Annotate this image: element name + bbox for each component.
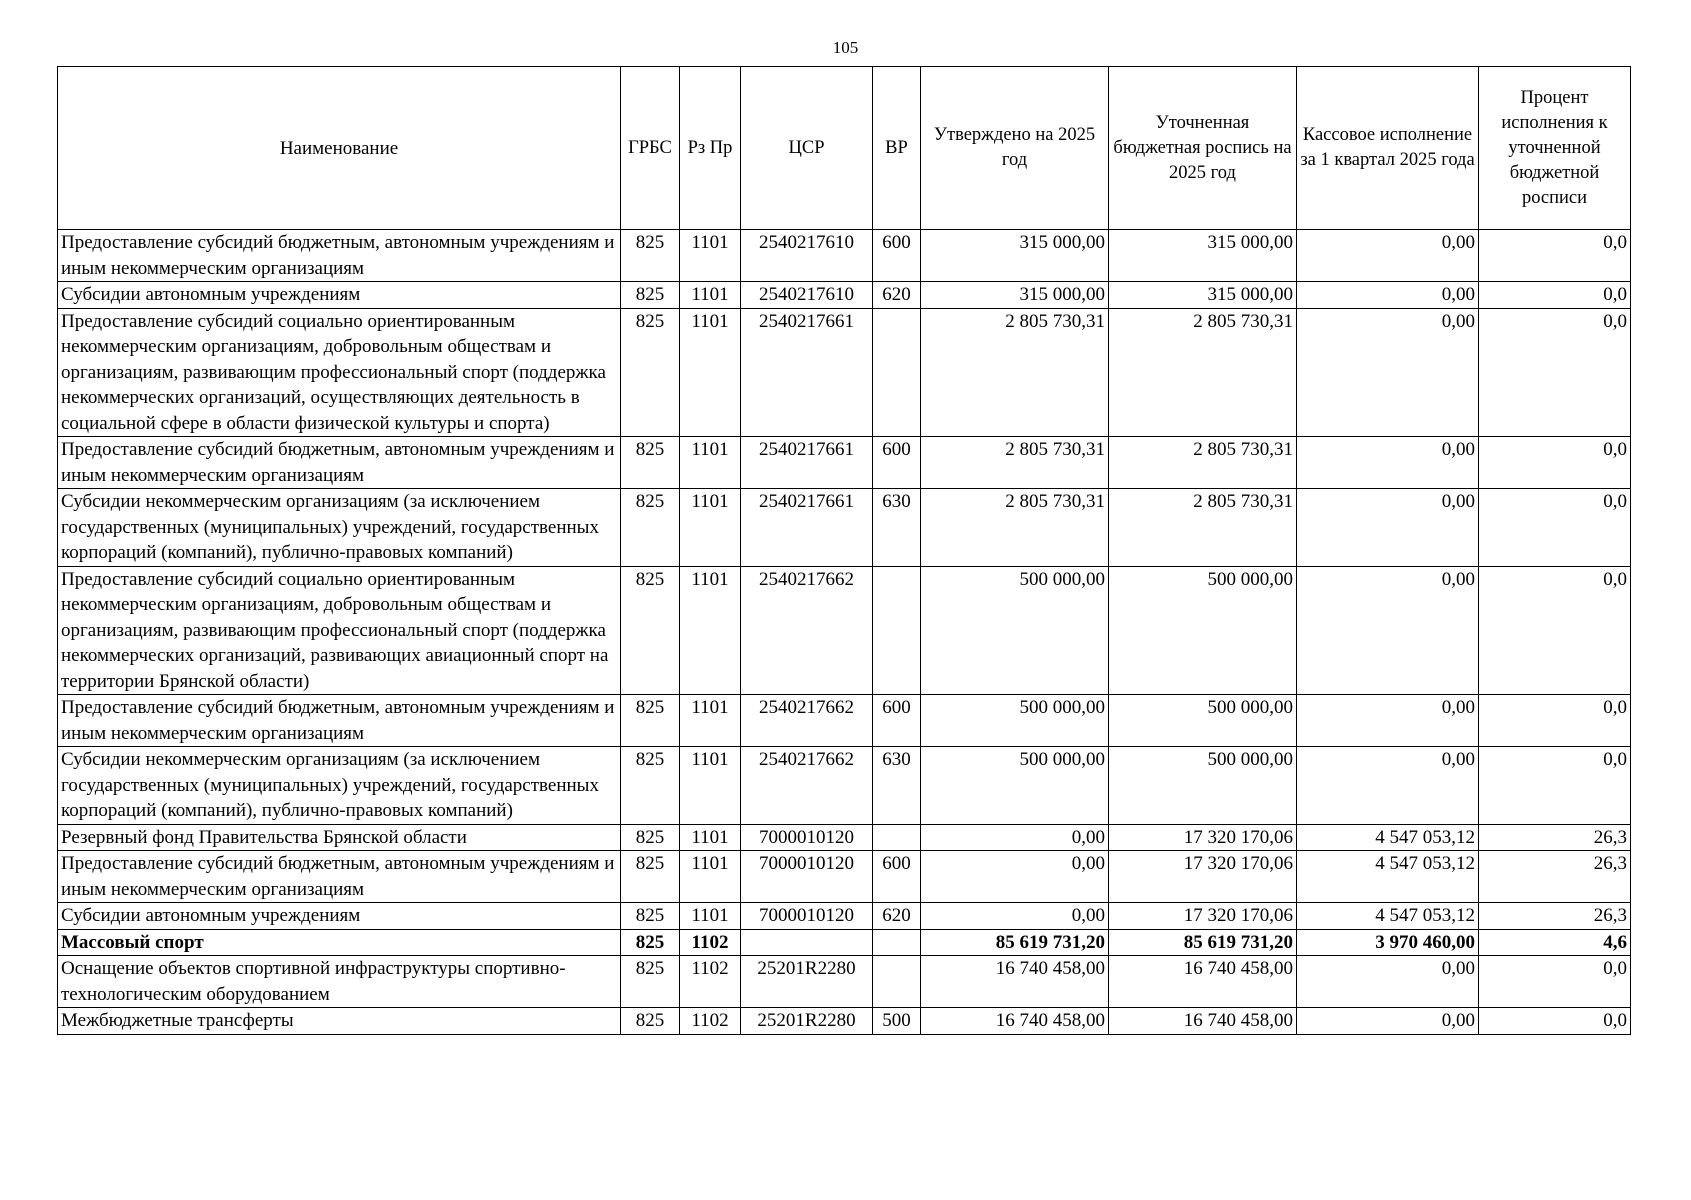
cell-csr: 2540217662	[741, 747, 873, 825]
cell-percent: 4,6	[1479, 929, 1631, 956]
cell-csr: 2540217661	[741, 437, 873, 489]
cell-rzpr: 1102	[680, 929, 741, 956]
cell-grbs: 825	[621, 489, 680, 567]
table-row	[58, 282, 1631, 309]
cell-executed: 0,00	[1297, 1008, 1479, 1035]
cell-name: Межбюджетные трансферты	[58, 1008, 621, 1035]
cell-vr: 600	[873, 230, 921, 282]
cell-vr: 630	[873, 489, 921, 567]
cell-executed: 0,00	[1297, 437, 1479, 489]
cell-name: Резервный фонд Правительства Брянской области	[58, 824, 621, 851]
cell-csr: 25201R2280	[741, 956, 873, 1008]
cell-percent: 0,0	[1479, 489, 1631, 567]
cell-percent: 0,0	[1479, 566, 1631, 695]
cell-csr: 2540217610	[741, 230, 873, 282]
cell-refined: 500 000,00	[1109, 566, 1297, 695]
cell-refined: 315 000,00	[1109, 282, 1297, 309]
cell-executed: 4 547 053,12	[1297, 903, 1479, 930]
cell-refined: 16 740 458,00	[1109, 1008, 1297, 1035]
table-row	[58, 230, 1631, 282]
cell-refined: 17 320 170,06	[1109, 851, 1297, 903]
cell-grbs: 825	[621, 851, 680, 903]
table-row	[58, 308, 1631, 437]
cell-percent: 26,3	[1479, 851, 1631, 903]
cell-vr: 600	[873, 437, 921, 489]
cell-csr: 2540217610	[741, 282, 873, 309]
cell-executed: 0,00	[1297, 695, 1479, 747]
cell-approved: 16 740 458,00	[921, 1008, 1109, 1035]
table-row	[58, 824, 1631, 851]
cell-executed: 0,00	[1297, 566, 1479, 695]
cell-name: Предоставление субсидий социально ориентированным некоммерческим организациям, добровольным обществам и организациям, развивающим профессиональный спорт (поддержка некоммерческих организаций, осуществляющих деятельность в социальной сфере в области физической культуры и спорта)	[58, 308, 621, 437]
cell-name: Массовый спорт	[58, 929, 621, 956]
cell-percent: 0,0	[1479, 956, 1631, 1008]
header-csr: ЦСР	[741, 67, 873, 230]
cell-percent: 0,0	[1479, 695, 1631, 747]
cell-approved: 2 805 730,31	[921, 437, 1109, 489]
cell-vr: 600	[873, 851, 921, 903]
cell-rzpr: 1101	[680, 824, 741, 851]
cell-refined: 500 000,00	[1109, 695, 1297, 747]
header-percent: Процент исполнения к уточненной бюджетной росписи	[1479, 67, 1631, 230]
cell-name: Предоставление субсидий бюджетным, автономным учреждениям и иным некоммерческим организациям	[58, 695, 621, 747]
cell-name: Субсидии автономным учреждениям	[58, 282, 621, 309]
table-row	[58, 1008, 1631, 1035]
cell-grbs: 825	[621, 282, 680, 309]
cell-vr	[873, 308, 921, 437]
cell-approved: 85 619 731,20	[921, 929, 1109, 956]
cell-grbs: 825	[621, 437, 680, 489]
cell-refined: 17 320 170,06	[1109, 903, 1297, 930]
cell-refined: 500 000,00	[1109, 747, 1297, 825]
table-row	[58, 851, 1631, 903]
cell-approved: 16 740 458,00	[921, 956, 1109, 1008]
cell-csr: 2540217662	[741, 695, 873, 747]
table-row	[58, 903, 1631, 930]
cell-rzpr: 1101	[680, 282, 741, 309]
cell-executed: 0,00	[1297, 308, 1479, 437]
cell-approved: 2 805 730,31	[921, 308, 1109, 437]
header-grbs: ГРБС	[621, 67, 680, 230]
table-row	[58, 489, 1631, 567]
cell-rzpr: 1101	[680, 437, 741, 489]
cell-percent: 0,0	[1479, 1008, 1631, 1035]
table-row	[58, 956, 1631, 1008]
cell-executed: 0,00	[1297, 489, 1479, 567]
cell-approved: 2 805 730,31	[921, 489, 1109, 567]
cell-csr: 25201R2280	[741, 1008, 873, 1035]
budget-table	[57, 66, 1631, 1035]
cell-vr: 620	[873, 282, 921, 309]
cell-executed: 0,00	[1297, 282, 1479, 309]
cell-vr	[873, 566, 921, 695]
table-row	[58, 695, 1631, 747]
cell-approved: 0,00	[921, 903, 1109, 930]
cell-vr	[873, 956, 921, 1008]
cell-executed: 4 547 053,12	[1297, 851, 1479, 903]
cell-approved: 0,00	[921, 851, 1109, 903]
cell-vr	[873, 929, 921, 956]
cell-grbs: 825	[621, 824, 680, 851]
cell-vr: 500	[873, 1008, 921, 1035]
cell-vr: 620	[873, 903, 921, 930]
cell-grbs: 825	[621, 695, 680, 747]
cell-executed: 3 970 460,00	[1297, 929, 1479, 956]
cell-rzpr: 1101	[680, 489, 741, 567]
cell-grbs: 825	[621, 566, 680, 695]
cell-approved: 315 000,00	[921, 282, 1109, 309]
cell-grbs: 825	[621, 747, 680, 825]
cell-grbs: 825	[621, 956, 680, 1008]
cell-rzpr: 1101	[680, 851, 741, 903]
cell-percent: 26,3	[1479, 824, 1631, 851]
cell-percent: 26,3	[1479, 903, 1631, 930]
cell-refined: 2 805 730,31	[1109, 489, 1297, 567]
table-row	[58, 929, 1631, 956]
cell-name: Субсидии некоммерческим организациям (за исключением государственных (муниципальных) учреждений, государственных корпораций (компаний), публично-правовых компаний)	[58, 747, 621, 825]
cell-percent: 0,0	[1479, 747, 1631, 825]
header-vr: ВР	[873, 67, 921, 230]
cell-csr: 2540217662	[741, 566, 873, 695]
cell-csr: 2540217661	[741, 489, 873, 567]
cell-executed: 0,00	[1297, 956, 1479, 1008]
cell-csr: 7000010120	[741, 851, 873, 903]
cell-refined: 2 805 730,31	[1109, 437, 1297, 489]
cell-rzpr: 1101	[680, 230, 741, 282]
cell-rzpr: 1101	[680, 308, 741, 437]
cell-percent: 0,0	[1479, 437, 1631, 489]
table-row	[58, 437, 1631, 489]
cell-rzpr: 1101	[680, 903, 741, 930]
cell-name: Предоставление субсидий бюджетным, автономным учреждениям и иным некоммерческим организациям	[58, 230, 621, 282]
cell-name: Предоставление субсидий социально ориентированным некоммерческим организациям, добровольным обществам и организациям, развивающим профессиональный спорт (поддержка некоммерческих организаций, развивающих авиационный спорт на территории Брянской области)	[58, 566, 621, 695]
header-approved: Утверждено на 2025 год	[921, 67, 1109, 230]
cell-refined: 315 000,00	[1109, 230, 1297, 282]
cell-percent: 0,0	[1479, 282, 1631, 309]
page-number: 105	[832, 38, 859, 57]
header-rzpr: Рз Пр	[680, 67, 741, 230]
cell-percent: 0,0	[1479, 230, 1631, 282]
header-executed: Кассовое исполнение за 1 квартал 2025 года	[1297, 67, 1479, 230]
cell-vr: 630	[873, 747, 921, 825]
table-row	[58, 566, 1631, 695]
cell-csr: 7000010120	[741, 903, 873, 930]
cell-grbs: 825	[621, 1008, 680, 1035]
cell-approved: 500 000,00	[921, 695, 1109, 747]
cell-rzpr: 1101	[680, 566, 741, 695]
table-row	[58, 747, 1631, 825]
cell-rzpr: 1102	[680, 1008, 741, 1035]
cell-vr	[873, 824, 921, 851]
cell-refined: 85 619 731,20	[1109, 929, 1297, 956]
header-refined: Уточненная бюджетная роспись на 2025 год	[1109, 67, 1297, 230]
cell-percent: 0,0	[1479, 308, 1631, 437]
cell-executed: 4 547 053,12	[1297, 824, 1479, 851]
cell-executed: 0,00	[1297, 230, 1479, 282]
cell-grbs: 825	[621, 230, 680, 282]
cell-grbs: 825	[621, 308, 680, 437]
table-header-row	[58, 67, 1631, 230]
cell-approved: 0,00	[921, 824, 1109, 851]
header-name: Наименование	[58, 67, 621, 230]
cell-name: Субсидии автономным учреждениям	[58, 903, 621, 930]
cell-approved: 315 000,00	[921, 230, 1109, 282]
cell-approved: 500 000,00	[921, 566, 1109, 695]
cell-grbs: 825	[621, 929, 680, 956]
cell-name: Предоставление субсидий бюджетным, автономным учреждениям и иным некоммерческим организациям	[58, 437, 621, 489]
table-body	[58, 230, 1631, 1035]
cell-csr: 7000010120	[741, 824, 873, 851]
cell-approved: 500 000,00	[921, 747, 1109, 825]
cell-csr: 2540217661	[741, 308, 873, 437]
cell-vr: 600	[873, 695, 921, 747]
cell-refined: 17 320 170,06	[1109, 824, 1297, 851]
cell-csr	[741, 929, 873, 956]
cell-executed: 0,00	[1297, 747, 1479, 825]
cell-refined: 2 805 730,31	[1109, 308, 1297, 437]
cell-name: Предоставление субсидий бюджетным, автономным учреждениям и иным некоммерческим организациям	[58, 851, 621, 903]
cell-name: Оснащение объектов спортивной инфраструктуры спортивно-технологическим оборудованием	[58, 956, 621, 1008]
cell-rzpr: 1101	[680, 695, 741, 747]
cell-rzpr: 1101	[680, 747, 741, 825]
cell-name: Субсидии некоммерческим организациям (за исключением государственных (муниципальных) учреждений, государственных корпораций (компаний), публично-правовых компаний)	[58, 489, 621, 567]
cell-refined: 16 740 458,00	[1109, 956, 1297, 1008]
cell-grbs: 825	[621, 903, 680, 930]
cell-rzpr: 1102	[680, 956, 741, 1008]
